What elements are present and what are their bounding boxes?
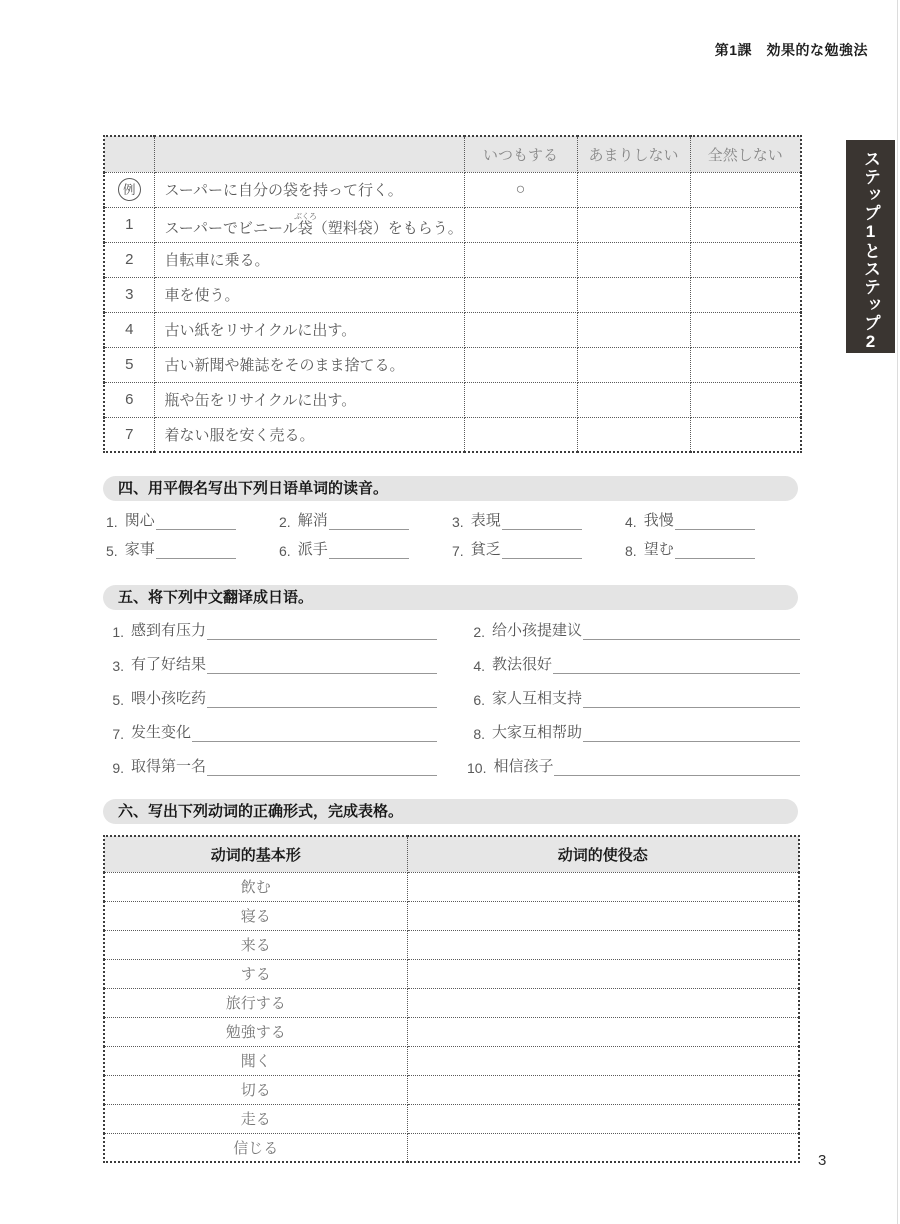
verb-answer-cell	[407, 930, 799, 959]
item-number: 2.	[279, 514, 291, 530]
row-number: 3	[104, 277, 154, 312]
item-word: 望む	[643, 541, 674, 558]
row-statement: 瓶や缶をリサイクルに出す。	[154, 382, 464, 417]
list-item	[106, 508, 279, 530]
answer-cell-rarely	[577, 172, 690, 207]
item-word: 大家互相帮助	[492, 724, 583, 741]
list-item	[467, 686, 800, 708]
answer-cell-rarely	[577, 207, 690, 242]
answer-blank	[502, 542, 582, 559]
verb-answer-cell	[407, 1017, 799, 1046]
item-number: 1.	[112, 624, 124, 640]
row-number: 6	[104, 382, 154, 417]
row-number: 7	[104, 417, 154, 452]
item-number: 8.	[473, 726, 485, 742]
answer-blank	[583, 725, 800, 742]
verb-table-header-row	[104, 836, 799, 872]
section-4-title: 四、用平假名写出下列日语单词的读音。	[103, 476, 798, 501]
item-word: 表現	[470, 512, 501, 529]
verb-conjugation-table	[103, 835, 800, 1163]
answer-blank	[156, 513, 236, 530]
answer-cell-always	[464, 242, 577, 277]
answer-cell-always	[464, 417, 577, 452]
table-row	[104, 901, 799, 930]
table-row	[104, 277, 801, 312]
verb-base-form-header: 动词的基本形	[104, 836, 407, 872]
answer-cell-never	[690, 347, 801, 382]
verb-answer-cell	[407, 1133, 799, 1162]
row-statement: スーパーに自分の袋を持って行く。	[154, 172, 464, 207]
row-number: 1	[104, 207, 154, 242]
survey-header-row	[104, 136, 801, 172]
survey-header-never: 全然しない	[690, 136, 801, 172]
item-word: 家事	[124, 541, 155, 558]
answer-cell-never	[690, 417, 801, 452]
list-item	[106, 618, 437, 640]
table-row	[104, 930, 799, 959]
list-item	[467, 754, 800, 776]
verb-answer-cell	[407, 872, 799, 901]
table-row	[104, 1046, 799, 1075]
table-row	[104, 347, 801, 382]
answer-blank	[207, 657, 437, 674]
item-number: 10.	[467, 760, 487, 776]
page-number: 3	[818, 1152, 827, 1169]
row-statement: 自転車に乗る。	[154, 242, 464, 277]
answer-blank	[156, 542, 236, 559]
frequency-survey-table	[103, 135, 802, 453]
verb-answer-cell	[407, 1046, 799, 1075]
list-item	[106, 720, 437, 742]
answer-blank	[675, 542, 755, 559]
verb-answer-cell	[407, 988, 799, 1017]
answer-blank	[207, 691, 437, 708]
verb-causative-form-header: 动词的使役态	[407, 836, 799, 872]
item-number: 5.	[112, 692, 124, 708]
verb-base-cell: 切る	[104, 1075, 407, 1104]
verb-base-cell: 信じる	[104, 1133, 407, 1162]
answer-cell-rarely	[577, 242, 690, 277]
answer-cell-never	[690, 207, 801, 242]
row-statement: 古い紙をリサイクルに出す。	[154, 312, 464, 347]
answer-blank	[329, 542, 409, 559]
verb-answer-cell	[407, 1104, 799, 1133]
table-row	[104, 1133, 799, 1162]
answer-cell-never	[690, 312, 801, 347]
item-number: 4.	[625, 514, 637, 530]
answer-cell-never	[690, 382, 801, 417]
verb-base-cell: 走る	[104, 1104, 407, 1133]
list-item	[279, 537, 452, 559]
table-row	[104, 988, 799, 1017]
list-item	[106, 686, 437, 708]
answer-blank	[329, 513, 409, 530]
item-word: 发生变化	[131, 724, 192, 741]
item-word: 貧乏	[470, 541, 501, 558]
answer-cell-always	[464, 382, 577, 417]
list-item	[625, 537, 798, 559]
verb-answer-cell	[407, 1075, 799, 1104]
chapter-step-tab	[846, 140, 895, 353]
table-row	[104, 172, 801, 207]
row-statement: 車を使う。	[154, 277, 464, 312]
list-item	[106, 537, 279, 559]
list-item	[106, 652, 437, 674]
item-number: 4.	[473, 658, 485, 674]
item-word: 感到有压力	[131, 622, 207, 639]
item-word: 教法很好	[492, 656, 553, 673]
furigana-word: 袋ぶくろ	[293, 211, 317, 237]
item-number: 3.	[452, 514, 464, 530]
item-number: 6.	[473, 692, 485, 708]
item-word: 家人互相支持	[492, 690, 583, 707]
item-number: 5.	[106, 543, 118, 559]
answer-cell-rarely	[577, 417, 690, 452]
item-word: 给小孩提建议	[492, 622, 583, 639]
table-row	[104, 1017, 799, 1046]
row-number: 2	[104, 242, 154, 277]
row-statement: 古い新聞や雑誌をそのまま捨てる。	[154, 347, 464, 382]
item-word: 取得第一名	[131, 758, 207, 775]
answer-cell-always	[464, 347, 577, 382]
item-word: 我慢	[643, 512, 674, 529]
item-number: 8.	[625, 543, 637, 559]
survey-header-rarely: あまりしない	[577, 136, 690, 172]
verb-base-cell: 来る	[104, 930, 407, 959]
answer-cell-never	[690, 172, 801, 207]
item-number: 1.	[106, 514, 118, 530]
item-word: 相信孩子	[493, 758, 554, 775]
list-item	[452, 508, 625, 530]
list-item	[106, 754, 437, 776]
scan-edge-line	[897, 0, 898, 1224]
table-row	[104, 959, 799, 988]
answer-blank	[583, 691, 800, 708]
item-number: 6.	[279, 543, 291, 559]
survey-header-blank	[104, 136, 154, 172]
answer-cell-always: ○	[464, 172, 577, 207]
answer-cell-never	[690, 242, 801, 277]
survey-header-always: いつもする	[464, 136, 577, 172]
row-number	[104, 172, 154, 207]
verb-base-cell: 寝る	[104, 901, 407, 930]
answer-cell-never	[690, 277, 801, 312]
list-item	[279, 508, 452, 530]
answer-blank	[553, 657, 800, 674]
verb-base-cell: する	[104, 959, 407, 988]
answer-cell-rarely	[577, 347, 690, 382]
verb-base-cell: 旅行する	[104, 988, 407, 1017]
item-word: 関心	[124, 512, 155, 529]
answer-blank	[675, 513, 755, 530]
item-word: 有了好结果	[131, 656, 207, 673]
list-item	[452, 537, 625, 559]
table-row	[104, 242, 801, 277]
item-number: 7.	[452, 543, 464, 559]
list-item	[625, 508, 798, 530]
item-number: 2.	[473, 624, 485, 640]
verb-answer-cell	[407, 959, 799, 988]
answer-blank	[207, 623, 437, 640]
list-item	[467, 618, 800, 640]
item-word: 派手	[297, 541, 328, 558]
item-word: 喂小孩吃药	[131, 690, 207, 707]
example-circle-mark: 例	[118, 178, 141, 201]
table-row	[104, 872, 799, 901]
list-item	[467, 720, 800, 742]
table-row	[104, 312, 801, 347]
page-header: 第1課 効果的な勉強法	[714, 42, 868, 58]
verb-base-cell: 聞く	[104, 1046, 407, 1075]
answer-blank	[583, 623, 800, 640]
section-6-title: 六、写出下列动词的正确形式，完成表格。	[103, 799, 798, 824]
survey-header-blank	[154, 136, 464, 172]
answer-cell-always	[464, 207, 577, 242]
answer-blank	[207, 759, 437, 776]
item-number: 9.	[112, 760, 124, 776]
section-4-vocab-list	[106, 508, 798, 559]
item-number: 7.	[112, 726, 124, 742]
section-5-translation-list	[106, 618, 800, 776]
verb-base-cell: 勉強する	[104, 1017, 407, 1046]
row-number: 4	[104, 312, 154, 347]
item-number: 3.	[112, 658, 124, 674]
answer-cell-always	[464, 277, 577, 312]
answer-cell-rarely	[577, 312, 690, 347]
answer-cell-rarely	[577, 277, 690, 312]
verb-base-cell: 飲む	[104, 872, 407, 901]
row-statement: スーパーでビニール袋ぶくろ（塑料袋）をもらう。	[154, 207, 464, 242]
answer-blank	[192, 725, 437, 742]
row-number: 5	[104, 347, 154, 382]
list-item	[467, 652, 800, 674]
table-row	[104, 417, 801, 452]
table-row	[104, 1104, 799, 1133]
section-5-title: 五、将下列中文翻译成日语。	[103, 585, 798, 610]
table-row	[104, 207, 801, 242]
table-row	[104, 1075, 799, 1104]
verb-answer-cell	[407, 901, 799, 930]
table-row	[104, 382, 801, 417]
row-statement: 着ない服を安く売る。	[154, 417, 464, 452]
answer-blank	[554, 759, 800, 776]
answer-cell-always	[464, 312, 577, 347]
item-word: 解消	[297, 512, 328, 529]
answer-cell-rarely	[577, 382, 690, 417]
answer-blank	[502, 513, 582, 530]
chapter-step-tab-label: ステップ1とステップ2	[861, 150, 880, 352]
